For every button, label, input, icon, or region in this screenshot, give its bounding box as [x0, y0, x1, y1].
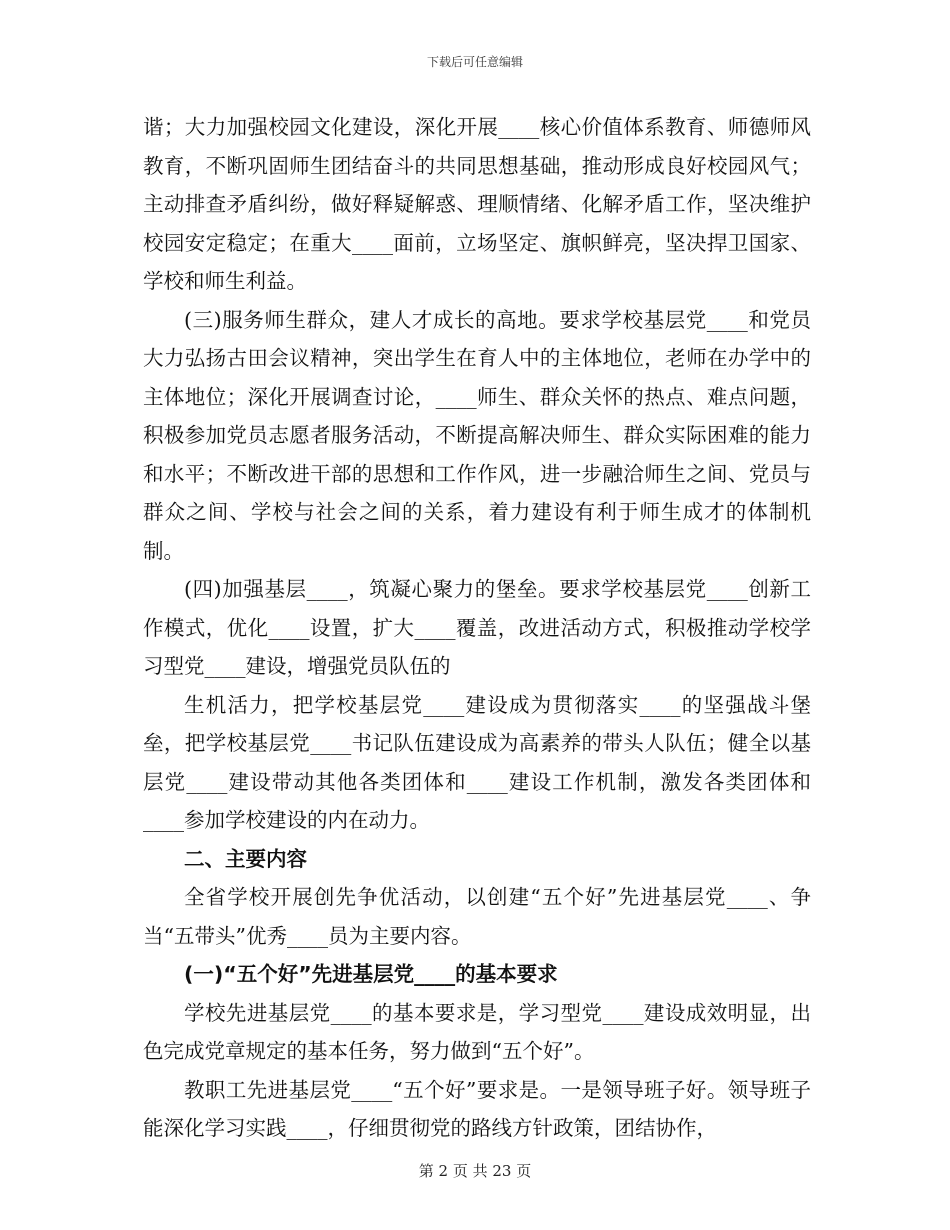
document-body	[143, 108, 811, 1148]
page-footer: 第 2 页 共 23 页	[418, 1162, 532, 1180]
paragraph-basic-requirements: 学校先进基层党____的基本要求是，学习型党____建设成效明显，出色完成党章规定的基本任务，努力做到“五个好”。	[143, 1000, 811, 1063]
paragraph-section-three: (三)服务师生群众，建人才成长的高地。要求学校基层党____和党员大力弘扬古田会议精神，突出学生在育人中的主体地位，老师在办学中的主体地位；深化开展调查讨论，____师生、群众关怀的热点、难点问题，积极参加党员志愿者服务活动，不断提高解决师生、群众实际困难的能力和水平；不断改进干部的思想和工作作风，进一步融洽师生之间、党员与群众之间、学校与社会之间的关系，着力建设有利于师生成才的体制机制。	[143, 307, 811, 563]
paragraph-continuation: 谐；大力加强校园文化建设，深化开展____核心价值体系教育、师德师风教育，不断巩固师生团结奋斗的共同思想基础，推动形成良好校园风气；主动排查矛盾纠纷，做好释疑解惑、理顺情绪、化解矛盾工作，坚决维护校园安定稳定；在重大____面前，立场坚定、旗帜鲜亮，坚决捍卫国家、学校和师生利益。	[143, 115, 811, 293]
heading-five-good-requirements: (一)“五个好”先进基层党____的基本要求	[184, 962, 558, 986]
paragraph-staff-requirements: 教职工先进基层党____“五个好”要求是。一是领导班子好。领导班子能深化学习实践____，仔细贯彻党的路线方针政策，团结协作，	[143, 1077, 811, 1140]
paragraph-main-content: 全省学校开展创先争优活动，以创建“五个好”先进基层党____、争当“五带头”优秀____员为主要内容。	[143, 885, 811, 948]
page-header: 下载后可任意编辑	[426, 55, 523, 69]
paragraph-section-four-continued: 生机活力，把学校基层党____建设成为贯彻落实____的坚强战斗堡垒，把学校基层党____书记队伍建设成为高素养的带头人队伍；健全以基层党____建设带动其他各类团体和____建设工作机制，激发各类团体和____参加学校建设的内在动力。	[143, 692, 811, 832]
paragraph-section-four: (四)加强基层____，筑凝心聚力的堡垒。要求学校基层党____创新工作模式，优化____设置，扩大____覆盖，改进活动方式，积极推动学校学习型党____建设，增强党员队伍的	[143, 577, 811, 678]
heading-main-content: 二、主要内容	[184, 846, 307, 871]
